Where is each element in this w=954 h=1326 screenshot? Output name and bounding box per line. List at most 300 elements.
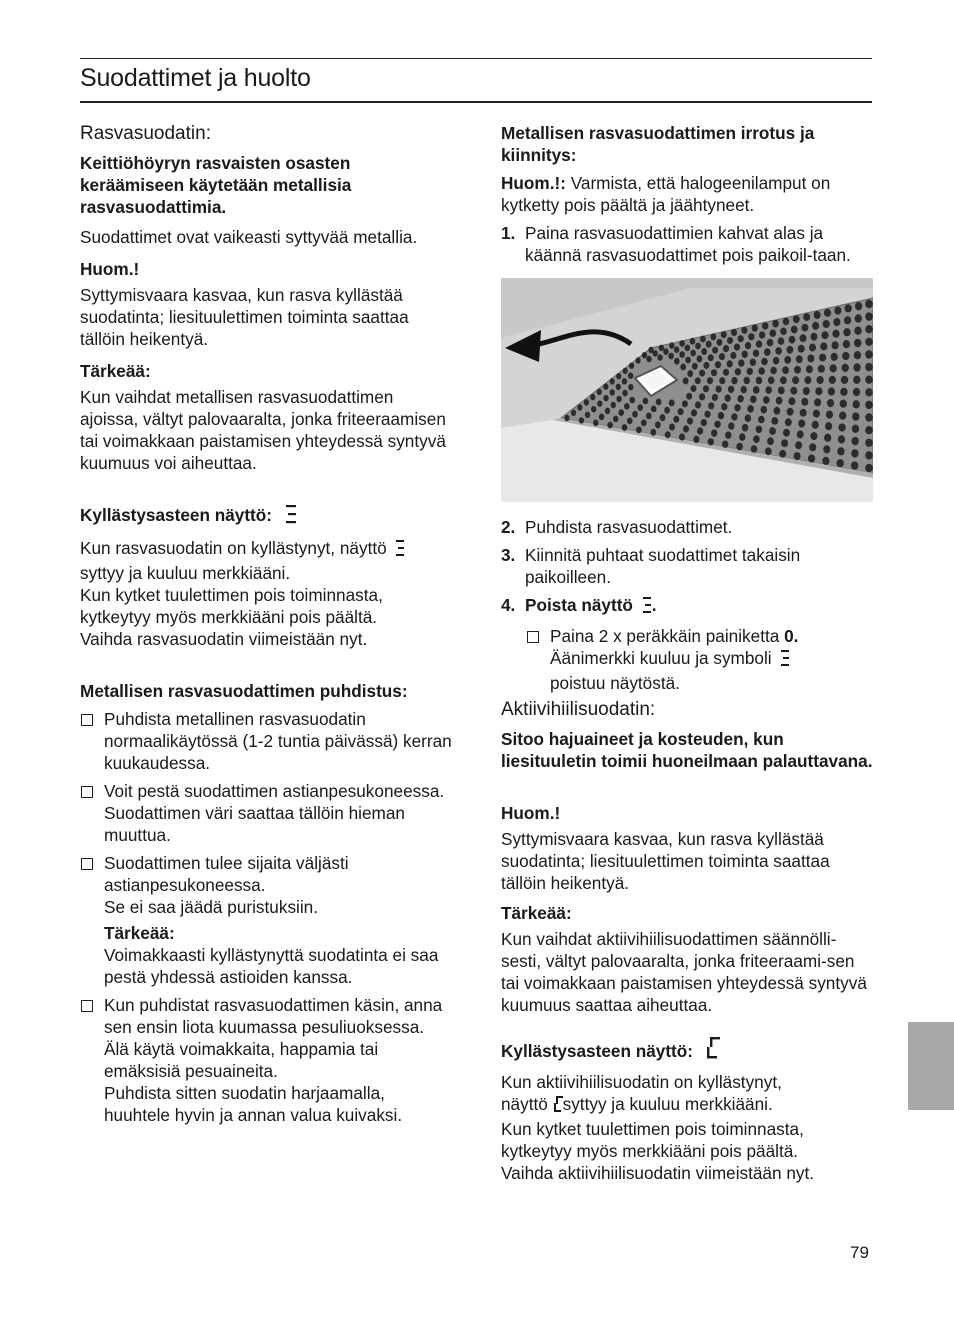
filter-hole [699, 393, 705, 400]
filter-hole [758, 416, 765, 424]
filter-hole [731, 329, 737, 336]
bullet-important-label: Tärkeää: [104, 923, 175, 943]
step-number: 3. [501, 545, 516, 565]
saturation-line1b: syttyy ja kuuluu merkkiääni. [80, 563, 291, 583]
filter-hole [597, 400, 602, 406]
filter-hole [865, 325, 873, 333]
list-item [80, 852, 452, 918]
carbon-sat-line1: Kun aktiivihiilisuodatin on kyllästynyt, [501, 1072, 782, 1092]
filter-hole [854, 351, 861, 359]
filter-hole [722, 441, 728, 448]
filter-hole [800, 409, 807, 417]
filter-hole [659, 345, 664, 351]
filter-hole [837, 447, 844, 455]
filter-hole [593, 420, 598, 427]
filter-hole [668, 353, 674, 360]
filter-hole [657, 354, 662, 361]
filter-hole [683, 425, 689, 432]
filter-hole [636, 357, 641, 363]
filter-hole [584, 399, 589, 405]
filter-hole [841, 376, 848, 384]
filter-hole [738, 359, 744, 366]
carbon-important-text: Kun vaihdat aktiivihiilisuodattimen säännölli-sesti, vältyt palovaaralta, jonka friteeraami-sen tai voimakkaan paistamisen yhteydessä syntyvä kuumuus saattaa aiheuttaa. [501, 929, 867, 1015]
filter-hole [865, 413, 873, 421]
filter-hole [763, 396, 770, 404]
filter-hole [610, 378, 615, 384]
list-item [501, 625, 873, 694]
checkbox-bullet-icon [81, 858, 93, 870]
filter-hole [685, 345, 691, 352]
filter-hole [742, 424, 749, 432]
filter-hole [669, 399, 675, 406]
step-item [501, 544, 873, 588]
filter-hole [674, 358, 680, 365]
step-item [501, 516, 873, 538]
checkbox-bullet-icon [81, 714, 93, 726]
filter-hole [771, 417, 778, 425]
filter-hole [741, 327, 747, 334]
filter-hole [704, 411, 710, 418]
filter-hole [665, 431, 671, 438]
filter-hole [628, 373, 633, 379]
grease-filter-display-icon [642, 596, 652, 619]
section-tab-marker [908, 1022, 954, 1110]
filter-hole [783, 429, 790, 437]
filter-hole [686, 393, 692, 400]
step-text: Puhdista rasvasuodattimet. [525, 517, 733, 537]
grease-filter-illustration [501, 278, 873, 502]
filter-hole [695, 343, 701, 350]
filter-hole [787, 408, 794, 416]
filter-hole [603, 395, 608, 401]
filter-hole [745, 342, 751, 349]
filter-hole [769, 427, 776, 435]
step-text: Kiinnitä puhtaat suodattimet takaisin paikoilleen. [525, 545, 801, 587]
filter-hole [685, 357, 691, 364]
filter-hole [865, 426, 873, 434]
saturation-label: Kyllästysasteen näyttö: [80, 505, 272, 525]
grease-filter-heading: Rasvasuodatin: [80, 123, 211, 144]
filter-hole [753, 435, 760, 443]
filter-hole [788, 397, 795, 405]
filter-hole [779, 450, 786, 458]
right-column [501, 122, 873, 1184]
filter-hole [737, 395, 743, 402]
filter-hole [865, 388, 873, 396]
filter-hole [716, 386, 722, 393]
filter-hole [811, 333, 818, 341]
filter-hole [825, 422, 832, 430]
filter-hole [852, 437, 859, 445]
filter-hole [843, 340, 850, 348]
filter-hole [823, 320, 830, 328]
filter-hole [622, 390, 627, 397]
filter-hole [801, 324, 808, 332]
filter-hole [710, 333, 716, 340]
filter-hole [715, 361, 721, 368]
filter-hole [852, 412, 859, 420]
filter-hole [616, 373, 621, 379]
note-text: Syttymisvaara kasvaa, kun rasva kyllästää suodatinta; liesituulettimen toiminta saattaa tällöin heikentyä. [80, 285, 409, 349]
filter-hole [607, 422, 613, 429]
filter-hole [591, 406, 596, 412]
filter-hole [765, 386, 772, 394]
filter-hole [616, 396, 621, 403]
filter-hole [651, 406, 657, 413]
filter-hole [772, 320, 779, 328]
filter-hole [712, 394, 718, 401]
filter-hole [770, 329, 777, 337]
note-label: Huom.! [80, 259, 140, 279]
filter-hole [735, 368, 741, 375]
saturation-line1a: Kun rasvasuodatin on kyllästynyt, näyttö [80, 538, 387, 558]
filter-hole [798, 420, 805, 428]
removal-note-label: Huom.!: [501, 173, 566, 193]
title-rule [80, 101, 872, 103]
filter-hole [727, 360, 733, 367]
filter-hole [806, 365, 813, 373]
filter-hole [751, 445, 758, 453]
filter-hole [660, 414, 666, 421]
filter-hole [646, 356, 651, 362]
filter-hole [641, 420, 647, 427]
filter-hole [814, 398, 821, 406]
filter-hole [697, 427, 703, 434]
filter-hole [747, 368, 753, 375]
filter-hole [832, 330, 839, 338]
filter-hole [797, 430, 804, 438]
filter-hole [783, 318, 790, 326]
grease-intro-bold: Keittiöhöyryn rasvaisten osasten keräämiseen käytetään metallisia rasvasuodattimia. [80, 153, 352, 217]
filter-hole [785, 418, 792, 426]
list-item [80, 994, 452, 1126]
step4-suffix: . [651, 595, 657, 615]
bullet-text: Kun puhdistat rasvasuodattimen käsin, anna sen ensin liota kuumassa pesuliuoksessa. [104, 995, 443, 1037]
important-text: Kun vaihdat metallisen rasvasuodattimen ajoissa, vältyt palovaaralta, jonka friteeraamisen tai voimakkaan paistamisen yhteydessä syntyvä kuumuus voi aiheuttaa. [80, 387, 446, 473]
list-item [80, 708, 452, 774]
filter-hole [718, 412, 724, 419]
important-label: Tärkeää: [80, 361, 151, 381]
filter-hole [753, 350, 759, 357]
filter-hole [787, 346, 794, 354]
filter-hole [776, 397, 783, 405]
filter-hole [616, 384, 621, 390]
filter-hole [637, 404, 643, 411]
filter-hole [622, 424, 628, 431]
sub-bullet-text: Äänimerkki kuuluu ja symboli [550, 648, 772, 668]
filter-hole [824, 434, 831, 442]
filter-hole [865, 464, 873, 472]
filter-hole [827, 399, 834, 407]
filter-hole [708, 438, 714, 445]
filter-hole [790, 387, 797, 395]
filter-hole [680, 364, 686, 371]
carbon-sat-line2a: näyttö [501, 1094, 548, 1114]
filter-hole [728, 386, 734, 393]
step-text: Poista näyttö [525, 595, 633, 615]
filter-hole [742, 351, 748, 358]
list-item [80, 780, 452, 846]
filter-hole [579, 417, 584, 423]
filter-hole [564, 415, 569, 421]
filter-hole [803, 387, 810, 395]
filter-hole [656, 399, 662, 406]
filter-hole [706, 341, 712, 348]
checkbox-bullet-icon [81, 786, 93, 798]
removal-heading: Metallisen rasvasuodattimen irrotus ja kiinnitys: [501, 123, 815, 165]
filter-hole [812, 322, 819, 330]
filter-hole [700, 336, 706, 343]
filter-hole [761, 406, 768, 414]
grease-filter-display-icon [780, 649, 790, 672]
filter-hole [716, 339, 722, 346]
saturation-line3: Vaihda rasvasuodatin viimeistään nyt. [80, 629, 368, 649]
filter-hole [739, 433, 746, 441]
grease-intro: Suodattimet ovat vaikeasti syttyvää metallia. [80, 227, 418, 247]
filter-hole [774, 407, 781, 415]
checkbox-bullet-icon [81, 1000, 93, 1012]
carbon-filter-display-icon [553, 1095, 563, 1118]
filter-hole [599, 414, 604, 421]
saturation-line1 [80, 537, 452, 584]
filter-hole [795, 441, 802, 449]
step-number: 4. [501, 595, 516, 615]
filter-hole [865, 401, 873, 409]
filter-hole [821, 331, 828, 339]
filter-hole [815, 387, 822, 395]
filter-hole [814, 311, 821, 319]
filter-hole [679, 433, 685, 440]
filter-hole [693, 436, 699, 443]
filter-hole [719, 377, 725, 384]
filter-hole [844, 316, 851, 324]
filter-hole [571, 410, 576, 416]
filter-hole [798, 345, 805, 353]
filter-hole [750, 396, 757, 404]
filter-hole [833, 318, 840, 326]
filter-hole [800, 334, 807, 342]
bullet-text: Puhdista metallinen rasvasuodatin normaalikäytössä (1-2 tuntia päivässä) kerran kuukaudessa. [104, 709, 452, 773]
filter-hole [796, 355, 803, 363]
filter-hole [738, 335, 744, 342]
filter-hole [851, 461, 858, 469]
bullet-text: Voit pestä suodattimen astianpesukoneessa. Suodattimen väri saattaa tällöin hieman muuttua. [104, 781, 445, 845]
filter-hole [780, 376, 787, 384]
filter-hole [809, 344, 816, 352]
filter-hole [834, 307, 841, 315]
filter-hole [832, 341, 839, 349]
filter-hole [865, 350, 873, 358]
saturation-line2: Kun kytket tuulettimen pois toiminnasta, kytkeytyy myös merkkiääni pois päältä. [80, 585, 383, 627]
carbon-saturation-label: Kyllästysasteen näyttö: [501, 1041, 693, 1061]
filter-hole [745, 414, 752, 422]
filter-hole [780, 328, 787, 336]
carbon-sat-line2b: syttyy ja kuuluu merkkiääni. [562, 1094, 773, 1114]
filter-hole [663, 348, 668, 355]
filter-hole [818, 365, 825, 373]
filter-hole [865, 312, 873, 320]
filter-hole [817, 376, 824, 384]
removal-note [501, 172, 873, 216]
filter-hole [723, 369, 729, 376]
filter-hole [613, 416, 619, 423]
filter-hole [682, 400, 688, 407]
filter-hole [624, 403, 630, 410]
filter-hole [809, 443, 816, 451]
filter-hole [853, 363, 860, 371]
filter-hole [669, 342, 674, 349]
step-number: 2. [501, 517, 516, 537]
filter-hole [610, 389, 615, 395]
removal-note-text: Varmista, että halogeenilamput on kytketty pois päältä ja jäähtyneet. [501, 173, 831, 215]
filter-hole [690, 338, 696, 345]
left-column [80, 122, 452, 1132]
filter-hole [854, 339, 861, 347]
filter-hole [701, 419, 707, 426]
filter-hole [808, 455, 815, 463]
bullet-important-text: Voimakkaasti kyllästynyttä suodatinta ei saa pestä yhdessä astioiden kanssa. [104, 945, 439, 987]
filter-hole [603, 383, 608, 389]
filter-hole [736, 443, 743, 451]
filter-hole [773, 357, 780, 365]
filter-hole [679, 340, 685, 347]
filter-hole [828, 387, 835, 395]
saturation-label-row [80, 504, 452, 529]
filter-hole [855, 314, 862, 322]
filter-hole [632, 411, 638, 418]
filter-hole [703, 385, 709, 392]
filter-hole [748, 333, 754, 340]
sub-bullet-text: Paina 2 x peräkkäin painiketta [550, 626, 780, 646]
filter-hole [643, 398, 649, 405]
filter-hole [812, 421, 819, 429]
filter-hole [629, 363, 634, 369]
filter-hole [655, 421, 661, 428]
filter-hole [840, 388, 847, 396]
filter-hole [819, 354, 826, 362]
filter-hole [791, 326, 798, 334]
filter-hole [577, 404, 582, 410]
filter-hole [701, 348, 707, 355]
filter-hole [731, 413, 737, 420]
filter-hole [826, 411, 833, 419]
filter-hole [792, 376, 799, 384]
step-number: 1. [501, 223, 516, 243]
filter-hole [721, 331, 727, 338]
filter-hole [678, 408, 684, 415]
filter-hole [703, 362, 709, 369]
filter-hole [781, 439, 788, 447]
filter-hole [851, 449, 858, 457]
carbon-saturation-label-row [501, 1036, 873, 1065]
filter-hole [810, 432, 817, 440]
filter-hole [618, 409, 624, 416]
filter-hole [770, 367, 777, 375]
filter-hole [727, 337, 733, 344]
filter-hole [820, 342, 827, 350]
filter-hole [721, 403, 727, 410]
filter-hole [840, 400, 847, 408]
filter-hole [611, 402, 616, 409]
filter-hole [683, 377, 689, 384]
filter-hole [623, 368, 628, 374]
filter-hole [842, 364, 849, 372]
filter-hole [646, 413, 652, 420]
filter-hole [695, 377, 701, 384]
filter-hole [838, 435, 845, 443]
filter-hole [712, 347, 718, 354]
filter-hole [843, 328, 850, 336]
filter-hole [854, 327, 861, 335]
filter-hole [764, 348, 771, 356]
filter-hole [692, 363, 698, 370]
filter-hole [734, 344, 740, 351]
filter-hole [794, 366, 801, 374]
filter-hole [719, 353, 725, 360]
filter-hole [865, 363, 873, 371]
filter-hole [691, 409, 697, 416]
sub-bullet-text: poistuu näytöstä. [550, 673, 680, 693]
filter-hole [750, 359, 756, 366]
filter-hole [756, 340, 762, 347]
filter-hole [845, 304, 852, 312]
carbon-important-label: Tärkeää: [501, 903, 572, 923]
filter-hole [824, 309, 831, 317]
page-number: 79 [850, 1243, 869, 1262]
bullet-text: Suodattimen tulee sijaita väljästi astianpesukoneessa. [104, 853, 349, 895]
filter-hole [708, 402, 714, 409]
filter-hole [679, 351, 685, 358]
filter-hole [768, 377, 775, 385]
filter-hole [807, 354, 814, 362]
filter-hole [784, 356, 791, 364]
filter-hole [865, 338, 873, 346]
filter-hole [744, 377, 750, 384]
carbon-sat-line2 [501, 1093, 873, 1118]
filter-hole [853, 400, 860, 408]
filter-hole [767, 437, 774, 445]
filter-hole [734, 404, 740, 411]
filter-hole [803, 313, 810, 321]
filter-hole [762, 322, 768, 329]
filter-hole [822, 457, 829, 465]
filter-hole [756, 426, 763, 434]
filter-hole [829, 376, 836, 384]
filter-hole [853, 388, 860, 396]
filter-hole [664, 407, 670, 414]
filter-hole [801, 398, 808, 406]
filter-hole [636, 427, 642, 434]
filter-hole [630, 397, 636, 404]
filter-hole [597, 389, 602, 395]
checkbox-bullet-icon [527, 631, 539, 643]
carbon-filter-display-icon [706, 1036, 720, 1065]
grease-filter-display-icon [395, 539, 405, 562]
top-rule [80, 58, 872, 59]
carbon-intro-bold: Sitoo hajuaineet ja kosteuden, kun liesituuletin toimii huoneilmaan palauttavana. [501, 729, 873, 771]
filter-hole [804, 376, 811, 384]
carbon-note-label: Huom.! [501, 803, 561, 823]
cleaning-heading: Metallisen rasvasuodattimen puhdistus: [80, 681, 408, 701]
filter-hole [852, 425, 859, 433]
filter-hole [842, 352, 849, 360]
filter-hole [837, 459, 844, 467]
carbon-sat-line3: Kun kytket tuulettimen pois toiminnasta, kytkeytyy myös merkkiääni pois päältä. [501, 1119, 804, 1161]
filter-hole [865, 439, 873, 447]
filter-hole [830, 364, 837, 372]
filter-hole [759, 331, 765, 338]
filter-hole [794, 452, 801, 460]
